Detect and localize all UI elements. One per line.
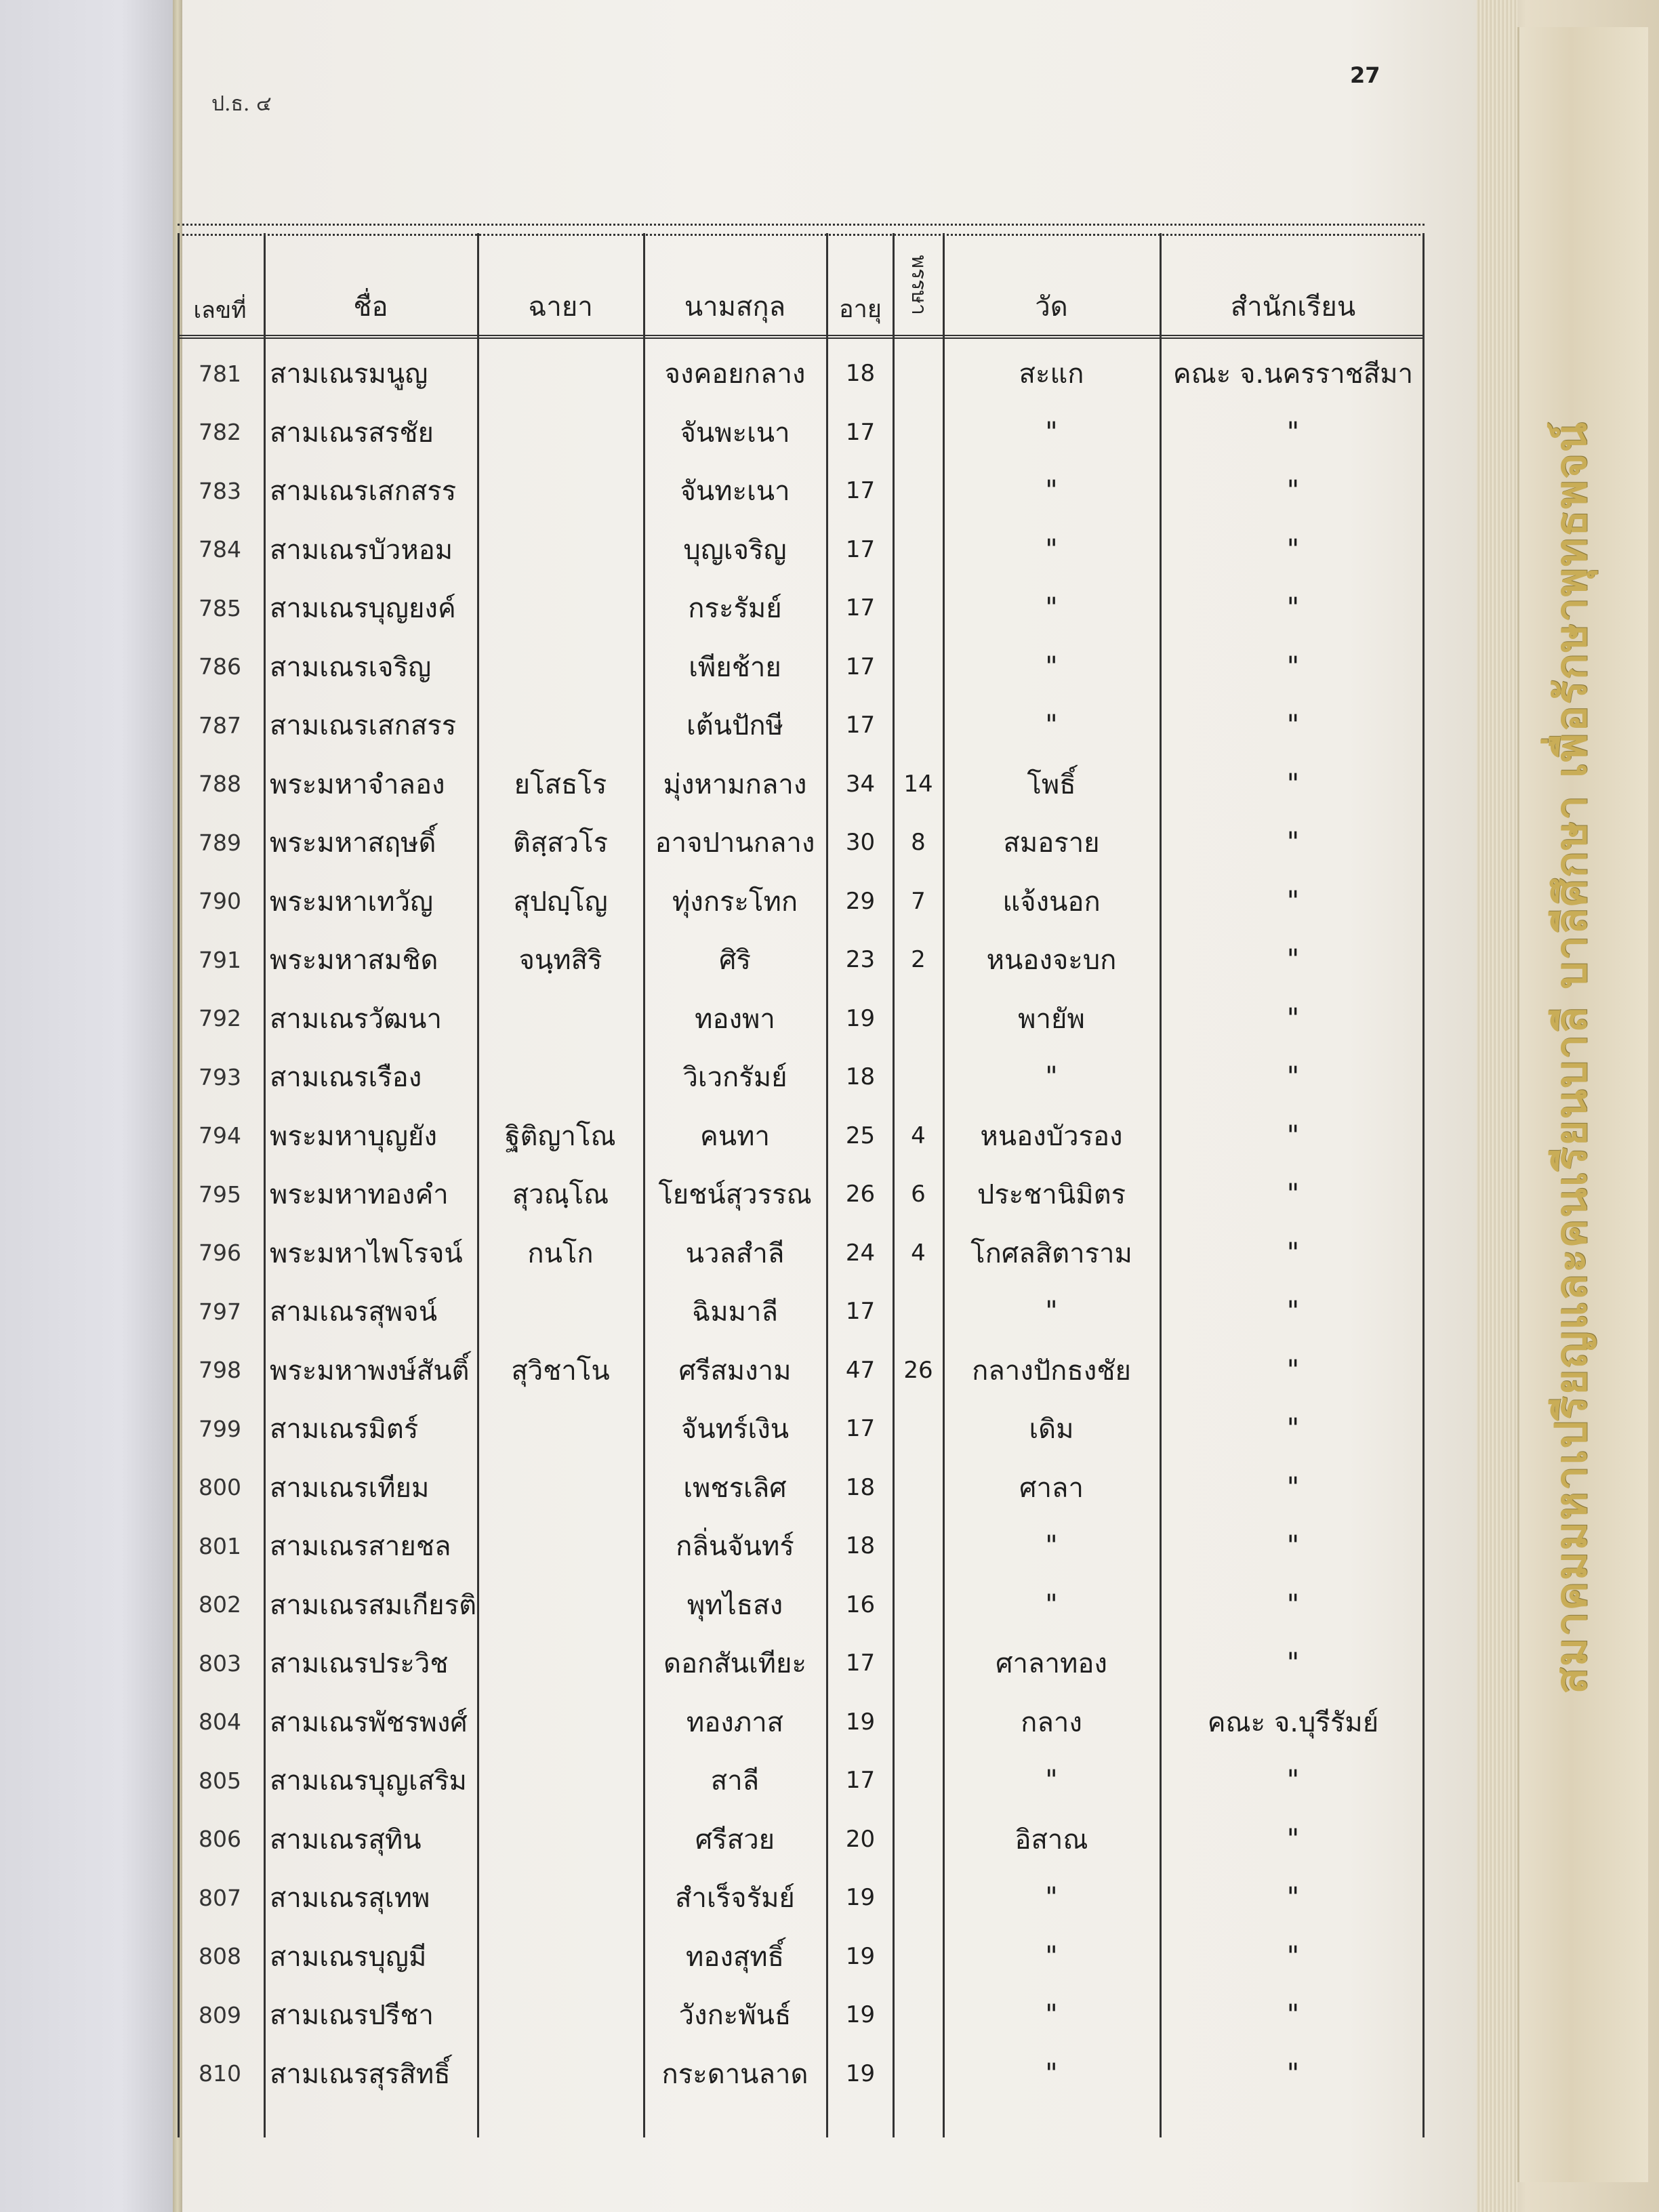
row-surname: วังกะพันธ์ <box>678 2000 792 2032</box>
row-number: 807 <box>199 1884 241 1911</box>
row-number: 809 <box>199 2001 241 2028</box>
row-age: 17 <box>845 1415 876 1443</box>
row-number: 791 <box>199 946 241 973</box>
row-office: " <box>1286 1940 1300 1972</box>
table-row <box>178 403 1425 462</box>
header-name: ชื่อ <box>353 291 388 323</box>
table-row <box>178 520 1425 579</box>
row-chaya: สุปญฺโญ <box>513 886 608 918</box>
row-number: 788 <box>199 771 241 798</box>
row-pansa <box>895 403 942 462</box>
row-pansa <box>895 1399 942 1458</box>
row-pansa <box>895 2045 942 2104</box>
row-office: คณะ จ.บุรีรัมย์ <box>1207 1706 1379 1738</box>
row-wat: " <box>1045 651 1058 682</box>
table-row <box>178 1810 1425 1869</box>
table-row <box>178 1576 1425 1635</box>
row-chaya <box>479 1282 642 1341</box>
row-chaya <box>479 462 642 520</box>
row-age: 19 <box>845 1884 876 1912</box>
table-row <box>178 1458 1425 1517</box>
row-name: สามเณรเจริญ <box>270 651 432 683</box>
row-wat: " <box>1045 475 1058 507</box>
table-row <box>178 755 1425 814</box>
row-pansa <box>895 1517 942 1576</box>
row-pansa <box>895 1282 942 1341</box>
row-surname: โยชน์สุวรรณ <box>658 1179 812 1211</box>
row-name: สามเณรสุพจน์ <box>270 1296 438 1328</box>
table-row <box>178 579 1425 638</box>
row-wat: หนองบัวรอง <box>980 1120 1123 1152</box>
row-number: 790 <box>199 888 241 915</box>
row-pansa <box>895 520 942 579</box>
row-office: " <box>1286 1237 1300 1269</box>
row-number: 798 <box>199 1357 241 1384</box>
row-age: 17 <box>845 535 876 563</box>
row-pansa <box>895 1693 942 1752</box>
row-wat: " <box>1045 2057 1058 2089</box>
spine-title: สมาคมมหาเปรียญและคนเรียนบาลี บาลีศึกษา เพื่อรักษาพุทธพจน์ <box>1546 421 1597 1694</box>
row-pansa <box>895 1634 942 1693</box>
row-number: 805 <box>199 1767 241 1794</box>
row-number: 810 <box>199 2060 241 2087</box>
row-chaya <box>479 1693 642 1752</box>
row-office: " <box>1286 2057 1300 2089</box>
row-office: " <box>1286 1999 1300 2031</box>
table-row <box>178 1107 1425 1166</box>
row-chaya <box>479 2045 642 2104</box>
row-pansa: 26 <box>903 1356 933 1384</box>
row-office: " <box>1286 1296 1300 1328</box>
row-office: " <box>1286 1882 1300 1914</box>
row-pansa <box>895 1986 942 2045</box>
row-pansa <box>895 1751 942 1810</box>
table-row <box>178 1751 1425 1810</box>
row-name: สามเณรเสกสรร <box>270 710 457 742</box>
row-name: สามเณรบัวหอม <box>270 534 453 566</box>
row-office: คณะ จ.นครราชสีมา <box>1172 359 1414 390</box>
row-wat: " <box>1045 592 1058 624</box>
row-surname: มุ่งหามกลาง <box>663 769 807 800</box>
row-surname: คนทา <box>700 1120 770 1152</box>
row-name: สามเณรสรชัย <box>270 417 434 449</box>
row-surname: ทุ่งกระโทก <box>672 886 798 918</box>
row-number: 796 <box>199 1240 241 1267</box>
row-name: พระมหาสมชิด <box>270 945 438 977</box>
row-pansa: 14 <box>903 770 933 798</box>
row-name: สามเณรสมเกียรติ <box>270 1589 477 1621</box>
row-wat: " <box>1045 1530 1058 1562</box>
row-number: 789 <box>199 829 241 856</box>
row-age: 19 <box>845 1942 876 1970</box>
row-wat: " <box>1045 1882 1058 1914</box>
row-surname: ดอกสันเทียะ <box>663 1648 806 1680</box>
table-row <box>178 1986 1425 2045</box>
row-chaya <box>479 1458 642 1517</box>
row-name: สามเณรบุญยงค์ <box>270 593 456 625</box>
row-wat: สะแก <box>1019 359 1084 390</box>
row-age: 16 <box>845 1591 876 1618</box>
row-wat: " <box>1045 1296 1058 1328</box>
row-office: " <box>1286 475 1300 507</box>
row-office: " <box>1286 827 1300 859</box>
row-surname: กระดานลาด <box>661 2058 808 2090</box>
row-age: 17 <box>845 653 876 680</box>
row-wat: " <box>1045 1765 1058 1797</box>
row-pansa: 6 <box>911 1181 926 1208</box>
row-pansa: 4 <box>911 1239 926 1267</box>
row-name: สามเณรปรีชา <box>270 2000 434 2032</box>
row-surname: จงคอยกลาง <box>664 359 806 390</box>
row-number: 787 <box>199 712 241 739</box>
header-surname: นามสกุล <box>684 291 786 323</box>
row-office: " <box>1286 416 1300 448</box>
row-name: พระมหาทองคำ <box>270 1179 449 1211</box>
row-wat: " <box>1045 710 1058 741</box>
row-surname: ทองพา <box>695 1003 775 1035</box>
row-surname: เพียช้าย <box>689 651 781 683</box>
row-chaya <box>479 989 642 1048</box>
page-code: ป.ธ. ๔ <box>211 92 272 116</box>
row-number: 802 <box>199 1591 241 1618</box>
row-surname: อาจปานกลาง <box>655 827 815 859</box>
page-number: 27 <box>1350 62 1380 88</box>
row-name: พระมหาเทวัญ <box>270 886 434 918</box>
row-age: 17 <box>845 1767 876 1795</box>
table-row <box>178 696 1425 755</box>
row-chaya <box>479 1576 642 1635</box>
row-wat: หนองจะบก <box>986 945 1117 977</box>
row-chaya <box>479 1399 642 1458</box>
row-office: " <box>1286 1120 1300 1151</box>
row-office: " <box>1286 1530 1300 1562</box>
row-wat: โกศลสิตาราม <box>970 1237 1132 1269</box>
row-age: 17 <box>845 477 876 505</box>
row-chaya <box>479 1986 642 2045</box>
row-wat: พายัพ <box>1018 1003 1085 1035</box>
header-wat: วัด <box>1035 291 1068 323</box>
page-edges <box>1477 0 1517 2212</box>
row-office: " <box>1286 1354 1300 1386</box>
table-row <box>178 930 1425 989</box>
table-row <box>178 462 1425 520</box>
row-name: สามเณรเสกสรร <box>270 476 457 508</box>
row-number: 795 <box>199 1181 241 1208</box>
row-age: 19 <box>845 1004 876 1032</box>
row-age: 18 <box>845 1532 876 1560</box>
row-surname: ศิริ <box>719 945 751 977</box>
row-surname: ทองภาส <box>686 1706 784 1738</box>
row-name: พระมหาไพโรจน์ <box>270 1237 463 1269</box>
row-surname: บุญเจริญ <box>683 534 787 566</box>
row-name: สามเณรวัฒนา <box>270 1003 442 1035</box>
table-row <box>178 1165 1425 1224</box>
row-name: สามเณรพัชรพงศ์ <box>270 1706 468 1738</box>
table-row <box>178 1282 1425 1341</box>
row-name: สามเณรเทียม <box>270 1472 430 1504</box>
row-name: พระมหาจำลอง <box>270 769 445 800</box>
row-chaya <box>479 520 642 579</box>
row-name: สามเณรประวิช <box>270 1648 449 1680</box>
row-number: 797 <box>199 1298 241 1325</box>
table-row <box>178 813 1425 872</box>
row-pansa <box>895 462 942 520</box>
row-pansa <box>895 1048 942 1107</box>
row-age: 17 <box>845 418 876 446</box>
row-wat: แจ้งนอก <box>1002 886 1101 918</box>
row-wat: " <box>1045 1589 1058 1620</box>
row-pansa: 4 <box>911 1122 926 1149</box>
row-pansa <box>895 344 942 403</box>
row-age: 19 <box>845 1708 876 1736</box>
row-chaya: จนฺทสิริ <box>518 945 602 977</box>
row-number: 793 <box>199 1063 241 1090</box>
row-number: 792 <box>199 1005 241 1032</box>
row-chaya <box>479 1751 642 1810</box>
row-name: สามเณรเรือง <box>270 1062 422 1094</box>
row-age: 24 <box>845 1239 876 1267</box>
row-surname: ศรีสมงาม <box>678 1355 792 1387</box>
row-surname: สำเร็จรัมย์ <box>675 1883 795 1914</box>
header-office: สำนักเรียน <box>1230 291 1356 323</box>
row-surname: เพชรเลิศ <box>683 1472 787 1504</box>
row-office: " <box>1286 1823 1300 1855</box>
row-chaya: สุวิชาโน <box>511 1355 610 1387</box>
row-office: " <box>1286 1765 1300 1797</box>
table-row <box>178 1341 1425 1400</box>
row-chaya: กนโก <box>527 1237 594 1269</box>
row-office: " <box>1286 885 1300 917</box>
row-name: สามเณรสุทิน <box>270 1824 422 1856</box>
table-row <box>178 1399 1425 1458</box>
row-surname: เต้นปักษี <box>687 710 783 742</box>
row-chaya: สุวณฺโณ <box>512 1179 609 1211</box>
row-name: สามเณรบุญมี <box>270 1941 427 1973</box>
row-office: " <box>1286 1179 1300 1210</box>
row-pansa <box>895 696 942 755</box>
row-age: 23 <box>845 946 876 974</box>
row-wat: " <box>1045 533 1058 565</box>
row-wat: " <box>1045 1061 1058 1093</box>
header-chaya: ฉายา <box>528 291 593 323</box>
table-row <box>178 344 1425 403</box>
row-number: 801 <box>199 1532 241 1559</box>
row-surname: กระรัมย์ <box>688 593 782 625</box>
row-age: 25 <box>845 1122 876 1149</box>
row-office: " <box>1286 944 1300 976</box>
row-age: 17 <box>845 594 876 622</box>
row-office: " <box>1286 768 1300 800</box>
row-office: " <box>1286 1471 1300 1503</box>
row-pansa: 7 <box>911 887 926 915</box>
row-name: สามเณรสายชล <box>270 1531 451 1563</box>
row-office: " <box>1286 651 1300 682</box>
row-surname: ศรีสวย <box>695 1824 775 1856</box>
row-pansa <box>895 1458 942 1517</box>
row-surname: ฉิมมาลี <box>692 1296 778 1328</box>
row-surname: กลิ่นจันทร์ <box>676 1531 794 1563</box>
row-surname: จันทร์เงิน <box>680 1414 790 1446</box>
row-office: " <box>1286 1002 1300 1034</box>
row-age: 30 <box>845 829 876 857</box>
table-row <box>178 1517 1425 1576</box>
row-wat: กลาง <box>1021 1706 1082 1738</box>
row-chaya <box>479 344 642 403</box>
table-row <box>178 1693 1425 1752</box>
row-office: " <box>1286 1061 1300 1093</box>
row-chaya: ยโสธโร <box>514 769 607 800</box>
row-chaya <box>479 1517 642 1576</box>
row-age: 20 <box>845 1825 876 1853</box>
row-number: 786 <box>199 653 241 680</box>
row-office: " <box>1286 1589 1300 1620</box>
header-age: อายุ <box>839 295 882 323</box>
row-number: 785 <box>199 594 241 621</box>
row-name: พระมหาบุญยัง <box>270 1120 437 1152</box>
row-surname: วิเวกรัมย์ <box>682 1062 787 1094</box>
header-no: เลขที่ <box>193 297 247 324</box>
row-number: 804 <box>199 1708 241 1736</box>
row-age: 26 <box>845 1181 876 1208</box>
row-chaya <box>479 403 642 462</box>
row-chaya <box>479 579 642 638</box>
table-row <box>178 638 1425 697</box>
row-wat: โพธิ์ <box>1027 769 1076 800</box>
row-surname: จันพะเนา <box>680 417 790 449</box>
row-wat: ศาลา <box>1019 1472 1084 1504</box>
row-number: 803 <box>199 1650 241 1677</box>
row-name: สามเณรบุญเสริม <box>270 1765 467 1797</box>
row-wat: เดิม <box>1029 1414 1074 1446</box>
row-name: สามเณรมิตร์ <box>270 1414 419 1446</box>
row-chaya <box>479 1927 642 1986</box>
row-age: 29 <box>845 887 876 915</box>
table-row <box>178 872 1425 931</box>
row-surname: สาลี <box>710 1765 760 1797</box>
row-age: 19 <box>845 2060 876 2087</box>
row-number: 794 <box>199 1122 241 1149</box>
left-page <box>0 0 173 2212</box>
row-number: 806 <box>199 1826 241 1853</box>
header-pansa <box>895 233 942 335</box>
row-chaya <box>479 1634 642 1693</box>
row-age: 18 <box>845 1063 876 1091</box>
table-row <box>178 989 1425 1048</box>
row-number: 808 <box>199 1943 241 1970</box>
header-pansa-label: พรรษา <box>906 255 930 315</box>
row-office: " <box>1286 592 1300 624</box>
table-header <box>178 233 1425 339</box>
row-wat: อิสาณ <box>1015 1824 1088 1856</box>
row-number: 799 <box>199 1415 241 1442</box>
row-name: สามเณรสุเทพ <box>270 1883 430 1914</box>
table-row <box>178 1868 1425 1927</box>
row-chaya <box>479 696 642 755</box>
row-name: สามเณรสุรสิทธิ์ <box>270 2058 451 2090</box>
row-wat: " <box>1045 1999 1058 2031</box>
row-age: 34 <box>845 770 876 798</box>
row-office: " <box>1286 1413 1300 1445</box>
row-age: 17 <box>845 1650 876 1677</box>
row-pansa <box>895 1868 942 1927</box>
row-name: พระมหาสฤษดิ์ <box>270 827 436 859</box>
row-surname: ทองสุทธิ์ <box>685 1941 785 1973</box>
row-age: 17 <box>845 712 876 739</box>
row-pansa: 8 <box>911 829 926 857</box>
row-pansa <box>895 1576 942 1635</box>
row-age: 19 <box>845 2001 876 2029</box>
table-row <box>178 1634 1425 1693</box>
row-age: 17 <box>845 1298 876 1326</box>
row-office: " <box>1286 533 1300 565</box>
row-office: " <box>1286 1647 1300 1679</box>
table-row <box>178 1224 1425 1283</box>
row-name: สามเณรมนูญ <box>270 359 428 390</box>
row-pansa <box>895 638 942 697</box>
row-chaya: ติสฺสวโร <box>512 827 609 859</box>
row-number: 784 <box>199 536 241 563</box>
table-row <box>178 2045 1425 2104</box>
table-row <box>178 1927 1425 1986</box>
row-wat: กลางปักธงชัย <box>972 1355 1131 1387</box>
row-pansa <box>895 1810 942 1869</box>
row-surname: จันทะเนา <box>680 476 790 508</box>
row-name: พระมหาพงษ์สันติ์ <box>270 1355 470 1387</box>
row-pansa: 2 <box>911 946 926 974</box>
row-age: 18 <box>845 1473 876 1501</box>
row-wat: ศาลาทอง <box>996 1648 1107 1680</box>
row-number: 800 <box>199 1474 241 1501</box>
row-wat: สมอราย <box>1003 827 1100 859</box>
row-chaya: ฐิติญาโณ <box>505 1120 616 1152</box>
row-pansa <box>895 1927 942 1986</box>
row-number: 781 <box>199 360 241 387</box>
table-row <box>178 1048 1425 1107</box>
row-wat: " <box>1045 1940 1058 1972</box>
row-number: 782 <box>199 419 241 446</box>
row-chaya <box>479 1868 642 1927</box>
row-surname: พุทไธสง <box>687 1589 783 1621</box>
row-surname: นวลสำลี <box>685 1237 785 1269</box>
row-age: 18 <box>845 360 876 388</box>
row-age: 47 <box>845 1356 876 1384</box>
row-wat: " <box>1045 416 1058 448</box>
row-pansa <box>895 989 942 1048</box>
row-chaya <box>479 638 642 697</box>
row-chaya <box>479 1810 642 1869</box>
row-office: " <box>1286 710 1300 741</box>
row-pansa <box>895 579 942 638</box>
row-number: 783 <box>199 477 241 504</box>
row-wat: ประชานิมิตร <box>977 1179 1126 1211</box>
row-chaya <box>479 1048 642 1107</box>
